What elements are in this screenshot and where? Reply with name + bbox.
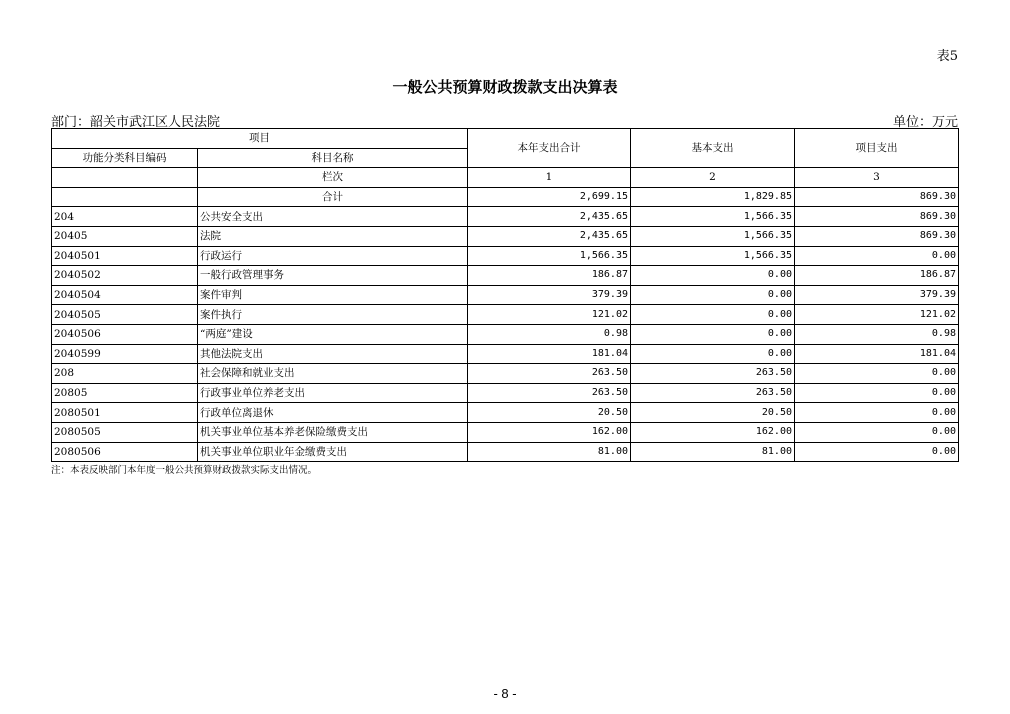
index-3: 3 [795,168,959,188]
cell-total: 186.87 [468,266,631,286]
cell-basic: 0.00 [631,344,795,364]
cell-code [52,187,198,207]
cell-total: 0.98 [468,324,631,344]
cell-total: 121.02 [468,305,631,325]
cell-basic: 0.00 [631,266,795,286]
cell-name: 公共安全支出 [198,207,468,227]
cell-project: 186.87 [795,266,959,286]
cell-name: 行政运行 [198,246,468,266]
table-row [52,364,959,384]
cell-project: 0.00 [795,364,959,384]
cell-name: 其他法院支出 [198,344,468,364]
cell-project: 0.00 [795,442,959,462]
table-row [52,403,959,423]
header-code: 功能分类科目编码 [52,148,198,168]
header-basic: 基本支出 [631,129,795,168]
cell-code: 204 [52,207,198,227]
cell-basic: 0.00 [631,324,795,344]
cell-total: 263.50 [468,364,631,384]
cell-project: 869.30 [795,187,959,207]
table-row [52,285,959,305]
footnote: 注：本表反映部门本年度一般公共预算财政拨款实际支出情况。 [51,465,318,476]
cell-code: 2040504 [52,285,198,305]
index-2: 2 [631,168,795,188]
cell-total: 263.50 [468,383,631,403]
table-row [52,226,959,246]
cell-project: 379.39 [795,285,959,305]
table-row-total [52,187,959,207]
cell-name: “两庭”建设 [198,324,468,344]
unit-label: 单位：万元 [892,115,958,130]
cell-basic: 0.00 [631,305,795,325]
cell-basic: 1,566.35 [631,246,795,266]
cell-total: 379.39 [468,285,631,305]
page-title: 一般公共预算财政拨款支出决算表 [392,78,618,96]
cell-total: 162.00 [468,422,631,442]
cell-name: 法院 [198,226,468,246]
cell-project: 181.04 [795,344,959,364]
table-row [52,422,959,442]
index-label: 栏次 [198,168,468,188]
cell-project: 869.30 [795,207,959,227]
table-row [52,305,959,325]
cell-name: 一般行政管理事务 [198,266,468,286]
cell-total: 2,435.65 [468,226,631,246]
cell-project: 0.00 [795,246,959,266]
cell-code: 2040505 [52,305,198,325]
cell-name: 机关事业单位职业年金缴费支出 [198,442,468,462]
cell-name: 行政单位离退休 [198,403,468,423]
index-empty-cell [52,168,198,188]
cell-name: 案件执行 [198,305,468,325]
cell-project: 121.02 [795,305,959,325]
header-row-1 [52,129,959,149]
cell-code: 2040501 [52,246,198,266]
cell-name: 机关事业单位基本养老保险缴费支出 [198,422,468,442]
cell-name: 社会保障和就业支出 [198,364,468,384]
cell-project: 0.98 [795,324,959,344]
table-number: 表5 [936,49,958,64]
cell-code: 20805 [52,383,198,403]
cell-name: 合计 [198,187,468,207]
page-number: - 8 - [493,686,517,701]
cell-total: 2,699.15 [468,187,631,207]
cell-total: 1,566.35 [468,246,631,266]
cell-basic: 0.00 [631,285,795,305]
cell-basic: 1,566.35 [631,207,795,227]
cell-basic: 1,829.85 [631,187,795,207]
cell-total: 81.00 [468,442,631,462]
index-1: 1 [468,168,631,188]
table-row [52,266,959,286]
table-row [52,383,959,403]
department-label: 部门：韶关市武江区人民法院 [51,115,221,130]
table-row [52,344,959,364]
cell-project: 0.00 [795,422,959,442]
cell-basic: 162.00 [631,422,795,442]
cell-basic: 20.50 [631,403,795,423]
cell-total: 20.50 [468,403,631,423]
table-body [52,187,959,461]
cell-code: 2080506 [52,442,198,462]
table-row [52,442,959,462]
index-row [52,168,959,188]
cell-code: 2040506 [52,324,198,344]
cell-code: 2040599 [52,344,198,364]
cell-name: 行政事业单位养老支出 [198,383,468,403]
cell-total: 2,435.65 [468,207,631,227]
cell-total: 181.04 [468,344,631,364]
cell-basic: 1,566.35 [631,226,795,246]
header-name: 科目名称 [198,148,468,168]
table-row [52,246,959,266]
cell-basic: 263.50 [631,364,795,384]
cell-name: 案件审判 [198,285,468,305]
expenditure-table [51,128,959,462]
cell-code: 2080505 [52,422,198,442]
cell-project: 0.00 [795,383,959,403]
cell-basic: 263.50 [631,383,795,403]
header-total: 本年支出合计 [468,129,631,168]
cell-code: 208 [52,364,198,384]
header-project: 项目支出 [795,129,959,168]
table-row [52,207,959,227]
cell-project: 869.30 [795,226,959,246]
cell-code: 2040502 [52,266,198,286]
cell-basic: 81.00 [631,442,795,462]
cell-project: 0.00 [795,403,959,423]
table-row [52,324,959,344]
cell-code: 20405 [52,226,198,246]
header-item: 项目 [52,129,468,149]
cell-code: 2080501 [52,403,198,423]
